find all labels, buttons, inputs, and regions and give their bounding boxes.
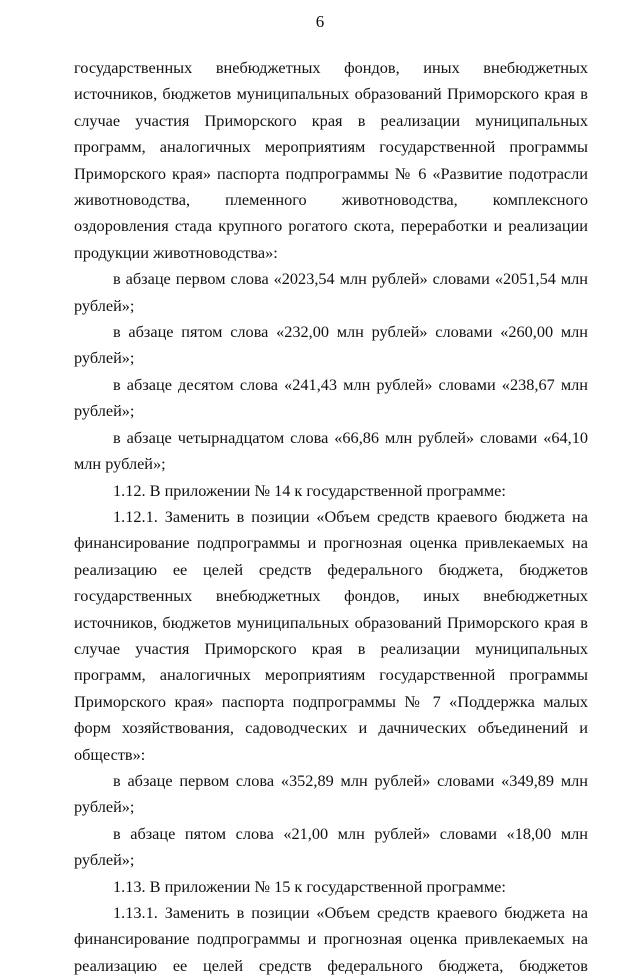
section-heading-1-13: 1.13. В приложении № 15 к государственной программе: xyxy=(113,876,506,896)
page-number: 6 xyxy=(315,12,325,31)
paragraph-amendment-fourteenth-abzac: в абзаце четырнадцатом слова «66,86 млн рублей» словами «64,10 млн рублей»; xyxy=(74,427,588,474)
paragraph-1-13-1: 1.13.1. Заменить в позиции «Объем средств краевого бюджета на финансирование подпрограммы и прогнозная оценка привлекаемых на реализацию ее целей средств федерального бюджета, бюджетов xyxy=(74,903,588,975)
paragraph-amendment-fifth-abzac: в абзаце пятом слова «232,00 млн рублей» словами «260,00 млн рублей»; xyxy=(74,322,588,368)
paragraph-continuation-passport-6: государственных внебюджетных фондов, иных внебюджетных источников, бюджетов муниципальных образований Приморского края в случае участия Приморского края в реализации муниципальных программ, аналогичных мероприятиям государственной программы Приморского края» паспорта подпрограммы № 6 «Развитие подотрасли животноводства, племенного животноводства, комплексного оздоровления стада крупного рогатого скота, переработки и реализации продукции животноводства»: xyxy=(74,58,588,262)
paragraph-amendment-fifth-abzac-7: в абзаце пятом слова «21,00 млн рублей» словами «18,00 млн рублей»; xyxy=(74,823,588,870)
section-heading-1-12: 1.12. В приложении № 14 к государственной программе: xyxy=(113,480,506,500)
paragraph-amendment-first-abzac: в абзаце первом слова «2023,54 млн рублей» словами «2051,54 млн рублей»; xyxy=(74,269,588,315)
paragraph-1-12-1: 1.12.1. Заменить в позиции «Объем средств краевого бюджета на финансирование подпрограммы и прогнозная оценка привлекаемых на реализацию ее целей средств федерального бюджета, бюджетов государственных внебюджетных фондов, иных внебюджетных источников, бюджетов муниципальных образований Приморского края в случае участия Приморского края в реализации муниципальных программ, аналогичных мероприятиям государственной программы Приморского края» паспорта подпрограммы № 7 «Поддержка малых форм хозяйствования, садоводческих и дачнических объединений и обществ»: xyxy=(74,506,588,764)
document-body xyxy=(74,55,588,979)
paragraph-amendment-tenth-abzac: в абзаце десятом слова «241,43 млн рублей» словами «238,67 млн рублей»; xyxy=(74,374,588,421)
paragraph-amendment-first-abzac-7: в абзаце первом слова «352,89 млн рублей» словами «349,89 млн рублей»; xyxy=(74,770,588,817)
